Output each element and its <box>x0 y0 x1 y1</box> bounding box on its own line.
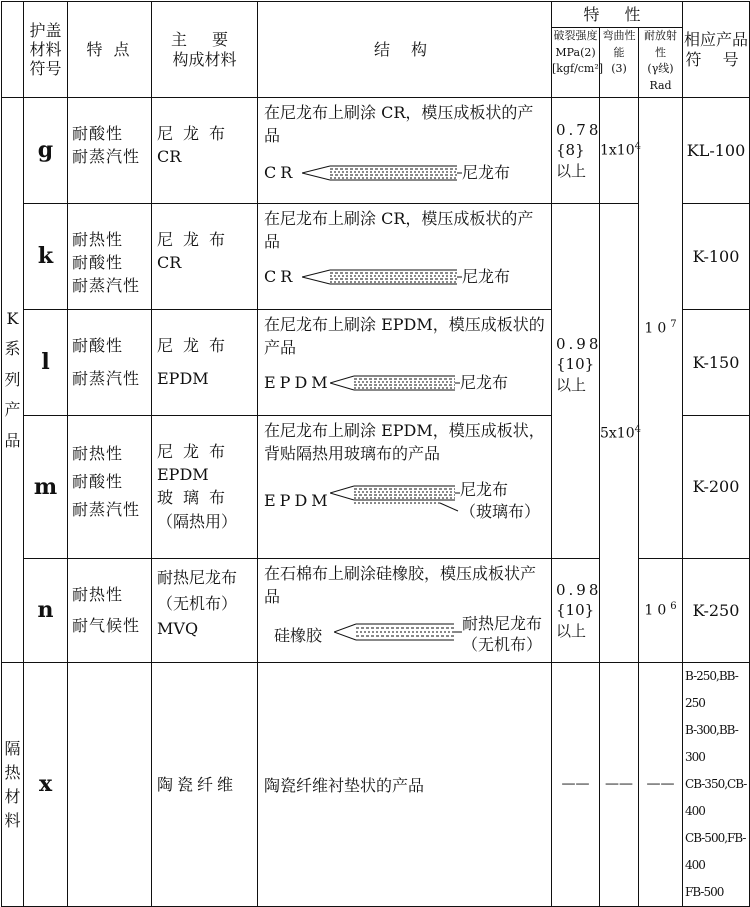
diagram-left-label: CR <box>264 267 297 287</box>
structure-k <box>258 204 552 310</box>
k-series-char: 产 <box>4 400 21 420</box>
feature-item: 耐蒸汽性 <box>72 500 141 519</box>
structure-m <box>258 416 552 559</box>
material-item: MVQ <box>157 619 199 639</box>
diagram-right-labels <box>460 479 540 522</box>
k-series-char: K <box>6 309 19 329</box>
structure-x <box>258 663 552 907</box>
corner-cell <box>2 2 24 98</box>
insulation-char: 材 <box>4 786 21 806</box>
features-n <box>68 559 152 663</box>
diagram-right-label: 尼龙布 <box>462 163 511 183</box>
product-k: K-100 <box>683 204 750 310</box>
product-item: CB-500,FB-400 <box>685 831 746 872</box>
layer-diagram <box>334 618 462 652</box>
diagram-right-label: 尼龙布 <box>462 267 511 287</box>
structure-l <box>258 310 552 416</box>
structure-text: 在尼龙布上刷涂 EPDM，模压成板状的产品 <box>264 315 545 358</box>
diagram-right-labels <box>462 614 542 656</box>
header-product-line: 符 号 <box>685 49 747 69</box>
material-item: CR <box>157 253 182 273</box>
tensile-x: —— <box>552 663 600 907</box>
features-x <box>68 663 152 907</box>
materials-x <box>152 663 258 907</box>
k-series-char: 系 <box>4 339 21 359</box>
structure-diagram <box>264 161 545 184</box>
flex-value: 1x10 <box>600 142 635 159</box>
radiation-value: 10 <box>644 602 671 619</box>
diagram-left-label: 硅橡胶 <box>274 625 323 645</box>
flex-x: —— <box>600 663 639 907</box>
layer-diagram <box>330 372 460 394</box>
flex-value: 5x10 <box>600 425 635 442</box>
feature-item: 耐酸性 <box>72 124 124 143</box>
structure-text: 在尼龙布上刷涂 CR，模压成板状的产品 <box>264 209 534 252</box>
header-cover-code <box>24 2 68 98</box>
tensile-value: 0.78 <box>556 121 602 140</box>
cover-code-n: n <box>24 559 68 663</box>
radiation-x: —— <box>639 663 683 907</box>
features-m <box>68 416 152 559</box>
header-tensile-label: 破裂强度 <box>553 29 598 42</box>
product-item: B-300,BB-300 <box>685 723 738 764</box>
flex-g <box>600 98 639 204</box>
k-series-char: 品 <box>4 430 21 450</box>
layer-diagram <box>302 266 462 288</box>
structure-diagram <box>264 371 545 394</box>
feature-item: 耐蒸汽性 <box>72 147 141 167</box>
material-item: 尼龙布 <box>157 230 236 249</box>
diagram-right-label: （玻璃布） <box>460 501 541 521</box>
material-item: 陶瓷纤维 <box>157 774 238 794</box>
header-flex-label: 弯曲性能 <box>602 29 636 59</box>
feature-item: 耐热性 <box>72 230 124 249</box>
material-item: EPDM <box>157 369 209 389</box>
materials-g <box>152 98 258 204</box>
tensile-kgf: {10} <box>556 601 595 620</box>
flex-exponent: 4 <box>634 141 641 153</box>
radiation-n <box>639 559 683 663</box>
material-item: 玻璃布 <box>157 488 236 508</box>
k-series-char: 列 <box>4 369 21 389</box>
header-flex <box>600 28 639 98</box>
product-x <box>683 663 750 907</box>
structure-n <box>258 559 552 663</box>
feature-item: 耐热性 <box>72 444 124 463</box>
material-item: （无机布） <box>157 593 238 613</box>
materials-m <box>152 416 258 559</box>
features-g <box>68 98 152 204</box>
feature-item: 耐酸性 <box>72 472 124 491</box>
tensile-kgf: {10} <box>556 355 595 374</box>
tensile-suffix: 以上 <box>556 621 587 640</box>
header-materials-line: 构成材料 <box>172 49 237 69</box>
material-item: 耐热尼龙布 <box>157 568 238 587</box>
structure-text: 在尼龙布上刷涂 EPDM，模压成板状，背贴隔热用玻璃布的产品 <box>264 421 545 464</box>
feature-item: 耐气候性 <box>72 616 141 636</box>
product-g: KL-100 <box>683 98 750 204</box>
features-l <box>68 310 152 416</box>
header-features: 特 点 <box>68 2 152 98</box>
material-item: 尼龙布 <box>157 336 236 355</box>
diagram-right-label: （无机布） <box>462 635 543 655</box>
material-item: CR <box>157 147 182 167</box>
product-item: CB-350,CB-400 <box>685 777 747 818</box>
radiation-exponent: 6 <box>670 601 677 613</box>
layer-diagram <box>330 484 460 518</box>
header-cover-code-line: 符号 <box>29 59 62 79</box>
header-radiation <box>639 28 683 98</box>
diagram-right-label: 耐热尼龙布 <box>462 614 543 634</box>
layer-diagram <box>302 162 462 184</box>
diagram-left-label: CR <box>264 163 297 183</box>
structure-text: 在尼龙布上刷涂 CR，模压成板状的产品 <box>264 103 534 146</box>
product-n: K-250 <box>683 559 750 663</box>
product-item: FB-500 <box>685 885 724 899</box>
header-materials-line: 主 要 <box>170 30 239 50</box>
feature-item: 耐酸性 <box>72 253 124 273</box>
diagram-right-label: 尼龙布 <box>460 480 509 500</box>
cover-code-m: m <box>24 416 68 559</box>
cover-code-g: g <box>24 98 68 204</box>
tensile-value: 0.98 <box>556 335 602 353</box>
header-radiation-label: 耐放射性 <box>644 29 678 59</box>
insulation-label <box>2 663 24 907</box>
feature-item: 耐蒸汽性 <box>72 276 141 296</box>
header-tensile-unit2: [kgf/cm²] <box>552 62 604 75</box>
materials-n <box>152 559 258 663</box>
cover-code-l: l <box>24 310 68 416</box>
tensile-suffix: 以上 <box>556 375 587 394</box>
header-product <box>683 2 750 98</box>
insulation-char: 隔 <box>4 738 21 758</box>
insulation-char: 热 <box>4 762 21 782</box>
feature-item: 耐热性 <box>72 585 124 604</box>
radiation-gklm <box>639 98 683 559</box>
flex-exponent: 4 <box>634 423 641 435</box>
header-structure: 结 构 <box>258 2 552 98</box>
features-k <box>68 204 152 310</box>
product-m: K-200 <box>683 416 750 559</box>
cover-code-x: x <box>24 663 68 907</box>
material-item: 尼龙布 <box>157 442 236 461</box>
tensile-kgf: {8} <box>556 141 585 160</box>
tensile-lm <box>552 204 600 559</box>
header-cover-code-line: 护盖 <box>29 20 62 40</box>
product-item: B-250,BB-250 <box>685 669 738 710</box>
material-item: 尼龙布 <box>157 124 236 143</box>
insulation-char: 料 <box>4 810 21 830</box>
structure-text: 陶瓷纤维衬垫状的产品 <box>264 776 425 796</box>
materials-k <box>152 204 258 310</box>
materials-l <box>152 310 258 416</box>
feature-item: 耐酸性 <box>72 336 124 355</box>
tensile-g <box>552 98 600 204</box>
material-item: EPDM <box>157 465 209 485</box>
structure-diagram <box>264 265 545 288</box>
header-product-line: 相应产品 <box>684 30 749 50</box>
tensile-n <box>552 559 600 663</box>
tensile-suffix: 以上 <box>556 161 587 180</box>
header-flex-note: (3) <box>611 62 627 75</box>
tensile-value: 0.98 <box>556 581 602 600</box>
radiation-exponent: 7 <box>670 318 677 330</box>
header-tensile <box>552 28 604 98</box>
cover-code-k: k <box>24 204 68 310</box>
structure-diagram <box>264 479 545 522</box>
diagram-right-label: 尼龙布 <box>460 373 509 393</box>
header-properties: 特 性 <box>552 2 683 28</box>
header-materials <box>152 2 258 98</box>
material-item: （隔热用） <box>157 511 238 531</box>
diagram-left-label: EPDM <box>264 491 332 511</box>
cover-materials-table <box>1 1 750 907</box>
radiation-value: 10 <box>644 320 671 337</box>
header-cover-code-line: 材料 <box>29 39 62 59</box>
structure-diagram <box>264 614 545 656</box>
header-radiation-unit2: Rad <box>649 78 672 92</box>
diagram-left-label: EPDM <box>264 373 332 393</box>
k-series-label <box>2 98 24 663</box>
structure-text: 在石棉布上刷涂硅橡胶，模压成板状产品 <box>264 564 537 607</box>
feature-item: 耐蒸汽性 <box>72 369 141 389</box>
structure-g <box>258 98 552 204</box>
header-tensile-unit: MPa(2) <box>555 45 596 59</box>
flex-kmn <box>600 204 639 663</box>
header-radiation-unit: (γ线) <box>647 62 674 75</box>
product-l: K-150 <box>683 310 750 416</box>
